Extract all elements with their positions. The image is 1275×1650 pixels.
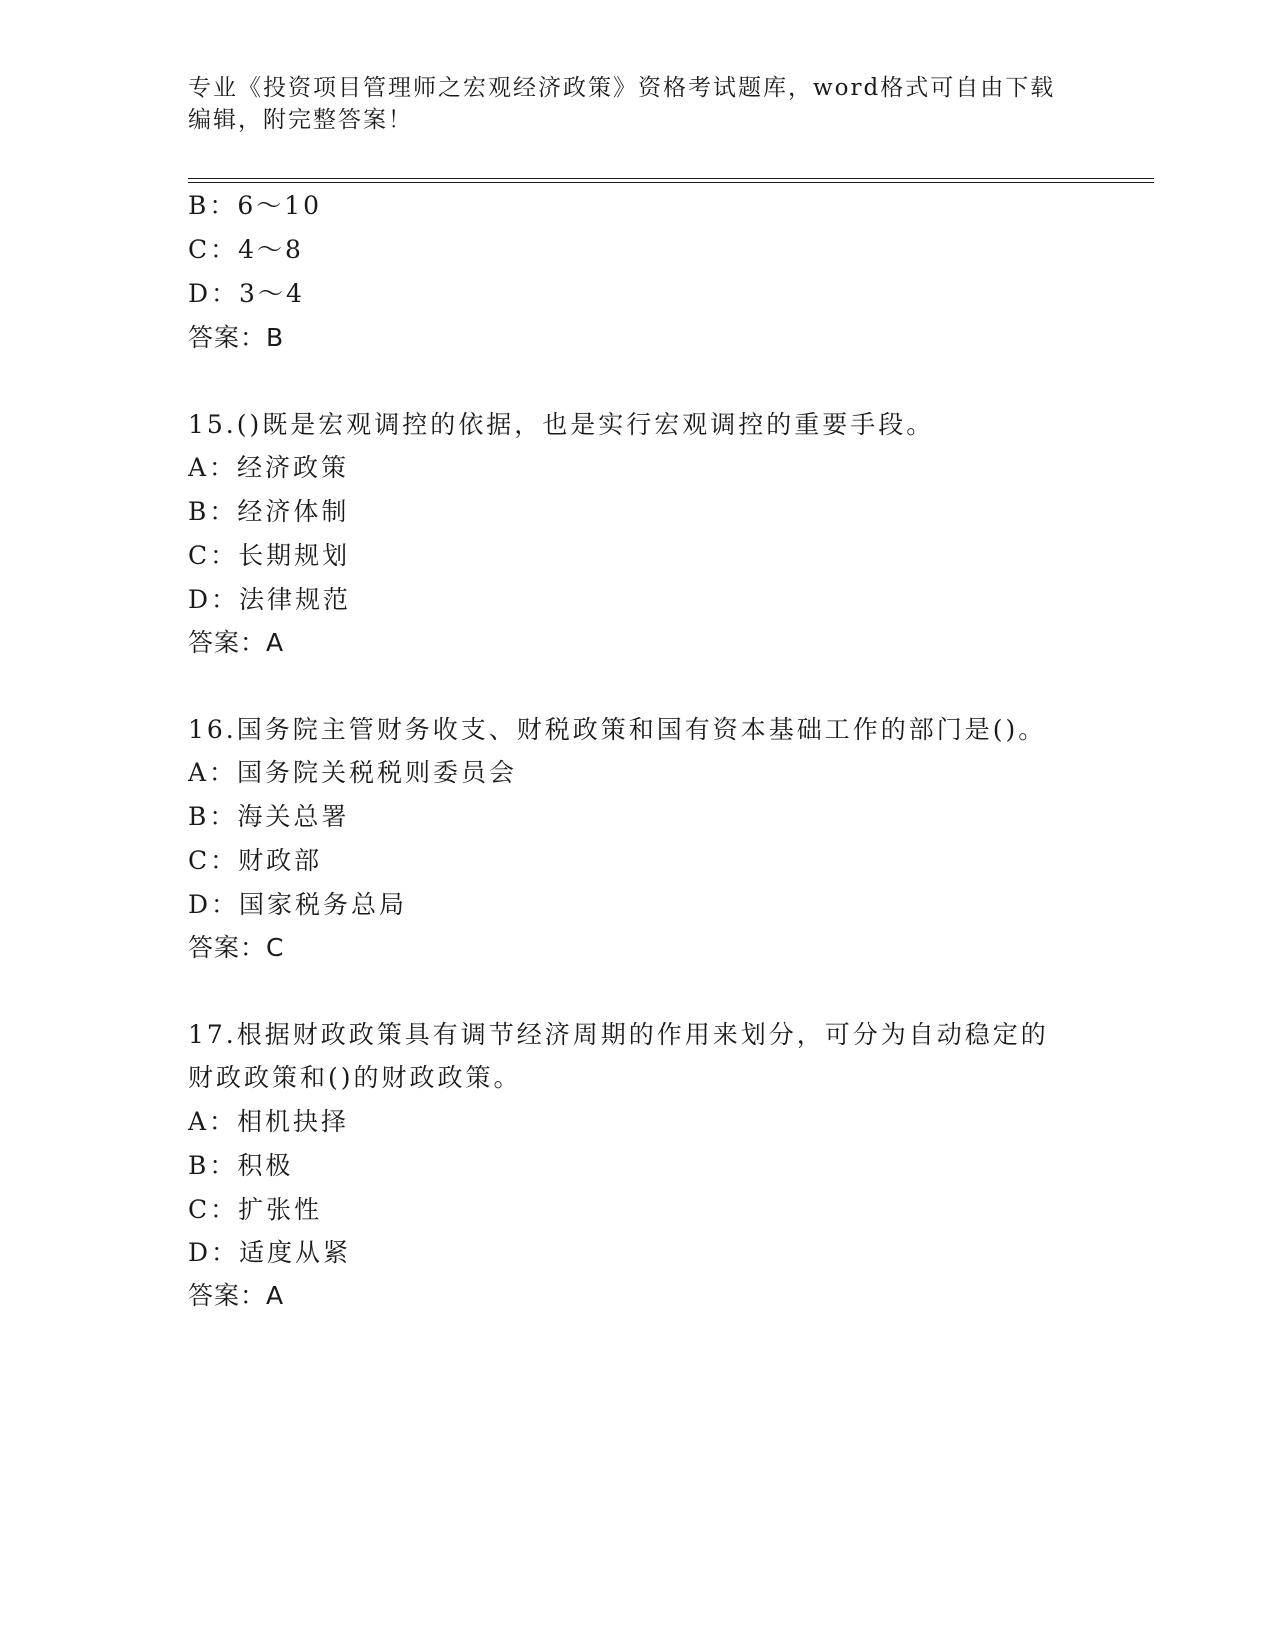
header-rule-bottom — [188, 182, 1154, 183]
option-b: B：海关总署 — [188, 802, 350, 831]
option-d: D：3～4 — [188, 279, 305, 308]
option-a: A：相机抉择 — [188, 1107, 350, 1136]
option-a: A：国务院关税税则委员会 — [188, 758, 518, 787]
option-c: C：财政部 — [188, 846, 323, 875]
question-text-continued: 财政政策和()的财政政策。 — [188, 1063, 522, 1092]
option-c: C：长期规划 — [188, 541, 351, 570]
question-text: 17.根据财政政策具有调节经济周期的作用来划分，可分为自动稳定的 — [188, 1020, 1049, 1049]
answer: 答案：A — [188, 1281, 285, 1310]
question-text: 15.()既是宏观调控的依据，也是实行宏观调控的重要手段。 — [188, 410, 935, 439]
answer: 答案：C — [188, 933, 285, 962]
header-rule-top — [188, 178, 1154, 179]
option-c: C：4～8 — [188, 235, 304, 264]
option-d: D：法律规范 — [188, 585, 352, 614]
question-text: 16.国务院主管财务收支、财税政策和国有资本基础工作的部门是()。 — [188, 715, 1047, 744]
answer: 答案：B — [188, 323, 285, 352]
answer: 答案：A — [188, 628, 285, 657]
option-a: A：经济政策 — [188, 453, 350, 482]
option-b: B：积极 — [188, 1151, 294, 1180]
option-d: D：国家税务总局 — [188, 890, 408, 919]
option-d: D：适度从紧 — [188, 1238, 352, 1267]
option-b: B：经济体制 — [188, 497, 350, 526]
option-b: B：6～10 — [188, 191, 323, 220]
option-c: C：扩张性 — [188, 1195, 323, 1224]
page-header: 专业《投资项目管理师之宏观经济政策》资格考试题库，word格式可自由下载编辑，附完整答案！ — [188, 75, 1056, 133]
